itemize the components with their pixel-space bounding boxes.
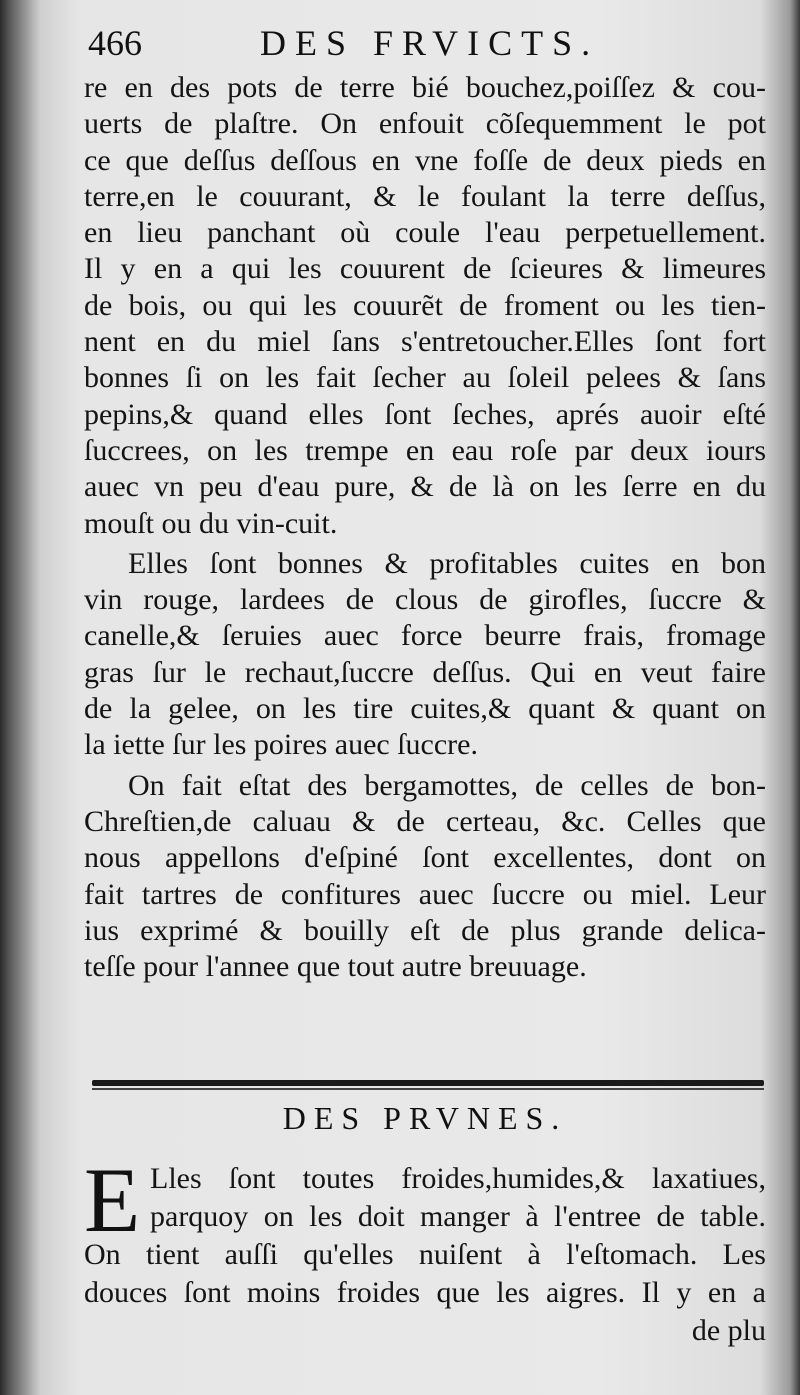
section-text xyxy=(84,1149,766,1350)
catchword: de plu xyxy=(691,1314,766,1347)
text-line: ce que deſſus deſſous en vne foſſe de deux pieds en xyxy=(84,143,766,177)
text-line: uerts de plaſtre. On enfouit cõſequemment le pot xyxy=(84,107,766,141)
page-number: 466 xyxy=(88,23,142,63)
page-header xyxy=(80,20,770,70)
text-line: ius exprimé & bouilly eſt de plus grande delica- xyxy=(84,913,766,947)
text-line: fait tartres de confitures auec ſuccre ou miel. Leur xyxy=(84,877,766,911)
text-line: mouſt ou du vin-cuit. xyxy=(84,506,338,540)
text-line: Chreſtien,de caluau & de certeau, &c. Celles que xyxy=(84,804,766,838)
text-line: la iette ſur les poires auec ſuccre. xyxy=(84,728,478,762)
text-line: On tient auſſi qu'elles nuiſent à l'eſtomach. Les xyxy=(84,1238,766,1271)
text-line: de bois, ou qui les couurẽt de froment ou les tien- xyxy=(84,288,766,322)
text-line: auec vn peu d'eau pure, & de là on les ſerre en du xyxy=(84,470,766,504)
text-line: Elles ſont bonnes & profitables cuites en bon xyxy=(128,546,766,580)
text-line: re en des pots de terre bié bouchez,poiſſez & cou- xyxy=(84,71,766,104)
text-line: nous appellons d'eſpiné ſont excellentes, dont on xyxy=(84,841,766,875)
text-line: ſuccrees, on les trempe en eau roſe par deux iours xyxy=(84,433,766,467)
text-line: pepins,& quand elles ſont ſeches, aprés auoir eſté xyxy=(84,397,766,431)
text-line: canelle,& ſeruies auec force beurre frais, fromage xyxy=(84,619,766,653)
text-line: teſſe pour l'annee que tout autre breuuage. xyxy=(84,950,587,984)
section-divider-rule xyxy=(92,1080,764,1086)
text-line: vin rouge, lardees de clous de girofles, ſuccre & xyxy=(84,583,766,617)
text-line: terre,en le couurant, & le foulant la terre deſſus, xyxy=(84,179,766,213)
text-line: On fait eſtat des bergamottes, de celles de bon- xyxy=(128,768,766,802)
text-line: Lles ſont toutes froides,humides,& laxatiues, xyxy=(150,1162,766,1195)
text-line: Il y en a qui les couurent de ſcieures & limeures xyxy=(84,252,766,286)
section-heading: DES PRVNES. xyxy=(282,1100,568,1136)
body-text xyxy=(84,70,766,985)
running-title: DES FRVICTS. xyxy=(260,23,600,63)
text-line: gras ſur le rechaut,ſuccre deſſus. Qui en veut faire xyxy=(84,655,766,689)
text-line: nent en du miel ſans s'entretoucher.Elles ſont fort xyxy=(84,325,766,359)
drop-cap: E xyxy=(84,1149,141,1251)
text-line: en lieu panchant où coule l'eau perpetuellement. xyxy=(84,216,766,250)
section-divider-rule-thin xyxy=(92,1088,764,1090)
text-line: de la gelee, on les tire cuites,& quant & quant on xyxy=(84,692,766,726)
text-line: parquoy on les doit manger à l'entree de table. xyxy=(150,1200,766,1233)
text-line: douces ſont moins froides que les aigres. Il y en a xyxy=(84,1276,766,1309)
text-line: bonnes ſi on les fait ſecher au ſoleil pelees & ſans xyxy=(84,361,766,395)
